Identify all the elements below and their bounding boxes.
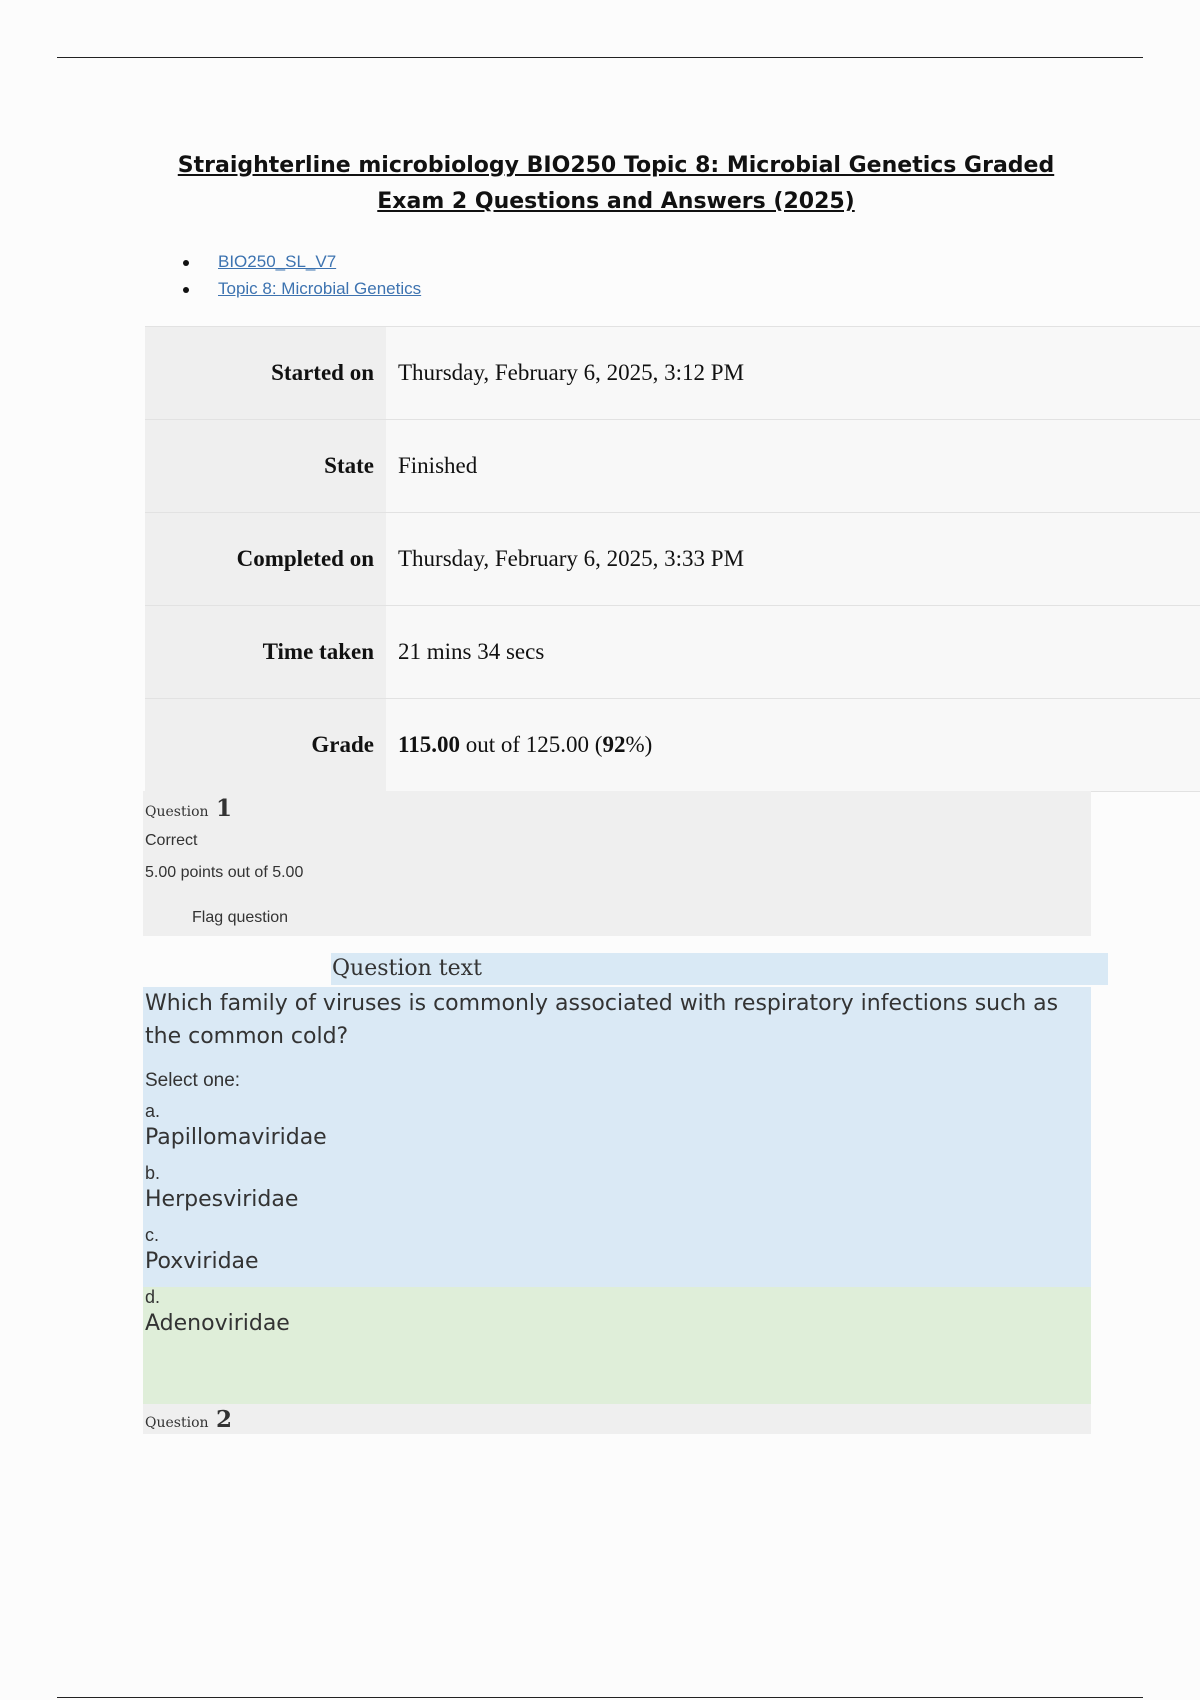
- summary-value: Thursday, February 6, 2025, 3:12 PM: [386, 327, 1200, 420]
- question-number-value: 2: [215, 1406, 232, 1433]
- bottom-rule: [57, 1697, 1143, 1698]
- question-1-info: [143, 791, 1091, 936]
- answer-option-d[interactable]: [143, 1287, 1091, 1349]
- option-text: Poxviridae: [145, 1249, 259, 1274]
- question-number: [145, 1406, 232, 1433]
- option-letter: a.: [145, 1101, 161, 1121]
- option-letter: b.: [145, 1163, 161, 1183]
- question-state: Correct: [145, 832, 198, 849]
- option-text: Adenoviridae: [145, 1311, 290, 1336]
- select-one-label: Select one:: [145, 1070, 241, 1091]
- breadcrumb: [170, 248, 421, 302]
- attempt-summary-table: [145, 326, 1200, 792]
- summary-row-completed: [145, 513, 1200, 606]
- question-text-heading: Question text: [331, 953, 1108, 985]
- answer-option-a[interactable]: [143, 1101, 1091, 1163]
- option-text: Papillomaviridae: [145, 1125, 327, 1150]
- summary-value: 115.00 out of 125.00 (92%): [386, 699, 1200, 792]
- option-letter: d.: [145, 1287, 161, 1307]
- breadcrumb-link-topic[interactable]: Topic 8: Microbial Genetics: [218, 279, 422, 298]
- summary-label: Started on: [145, 327, 386, 420]
- top-rule: [57, 57, 1143, 58]
- summary-row-time-taken: [145, 606, 1200, 699]
- question-text: Which family of viruses is commonly associated with respiratory infections such as the common cold?: [145, 991, 1059, 1049]
- breadcrumb-item: [170, 275, 421, 302]
- summary-label: Time taken: [145, 606, 386, 699]
- question-number-value: 1: [215, 795, 232, 822]
- summary-label: Grade: [145, 699, 386, 792]
- summary-value: Thursday, February 6, 2025, 3:33 PM: [386, 513, 1200, 606]
- summary-label: State: [145, 420, 386, 513]
- summary-row-started: [145, 327, 1200, 420]
- option-letter: c.: [145, 1225, 160, 1245]
- answer-option-c[interactable]: [143, 1225, 1091, 1272]
- summary-row-state: [145, 420, 1200, 513]
- summary-row-grade: [145, 699, 1200, 792]
- answer-option-b[interactable]: [143, 1163, 1091, 1225]
- question-1-body: [143, 987, 1091, 1287]
- summary-label: Completed on: [145, 513, 386, 606]
- correct-answer-block: [143, 1287, 1091, 1404]
- question-prefix: Question: [145, 1415, 209, 1431]
- question-number: [145, 795, 232, 822]
- question-grade: 5.00 points out of 5.00: [145, 864, 304, 881]
- summary-value: 21 mins 34 secs: [386, 606, 1200, 699]
- breadcrumb-item: [170, 248, 421, 275]
- breadcrumb-link-course[interactable]: BIO250_SL_V7: [218, 252, 337, 271]
- question-2-info: [143, 1404, 1091, 1434]
- option-text: Herpesviridae: [145, 1187, 299, 1212]
- grade-score: 115.00: [398, 732, 460, 757]
- grade-percent: 92: [602, 732, 626, 757]
- grade-out-of: out of 125.00: [465, 732, 590, 757]
- summary-value: Finished: [386, 420, 1200, 513]
- flag-question-link[interactable]: Flag question: [192, 909, 289, 926]
- question-prefix: Question: [145, 804, 209, 820]
- document-title: Straighterline microbiology BIO250 Topic 8: Microbial Genetics Graded Exam 2 Questions and Answers (2025): [177, 153, 1055, 214]
